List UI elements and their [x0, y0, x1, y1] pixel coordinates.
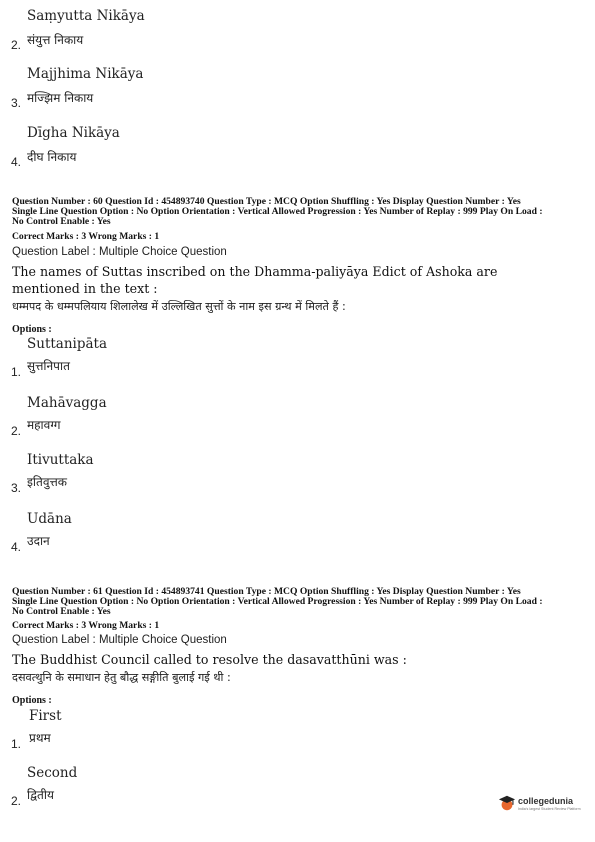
option-english: Suttanipāta [27, 336, 108, 352]
option-english: Dīgha Nikāya [27, 125, 120, 141]
option-number: 3. [11, 481, 22, 495]
option-hindi: महावग्ग [27, 418, 61, 432]
question-text-hindi: दसवत्थुनि के समाधान हेतु बौद्ध सङ्गीति बुलाई गई थी : [12, 671, 231, 684]
question-meta-line: No Control Enable : Yes [12, 606, 111, 617]
option-number: 1. [11, 737, 22, 751]
question-label: Question Label : Multiple Choice Question [12, 246, 227, 258]
option-hindi: द्वितीय [27, 788, 54, 802]
options-heading: Options : [12, 695, 52, 706]
option-number: 1. [11, 365, 22, 379]
logo-tagline: India's largest Student Review Platform [518, 807, 581, 811]
question-meta-line: Single Line Question Option : No Option Orientation : Vertical Allowed Progression : Yes Number of Replay : 999 Play On Load : [12, 206, 543, 217]
option-english: Saṃyutta Nikāya [27, 8, 145, 24]
question-text-english: The names of Suttas inscribed on the Dhamma-paliyāya Edict of Ashoka are mentioned in the text : [12, 264, 498, 296]
option-number: 4. [11, 540, 22, 554]
option-hindi: दीघ निकाय [27, 150, 77, 164]
question-meta-line: Question Number : 60 Question Id : 454893740 Question Type : MCQ Option Shuffling : Yes Display Question Number : Yes [12, 196, 521, 207]
option-number: 2. [11, 794, 22, 808]
option-english: Second [27, 765, 78, 781]
question-text-hindi: धम्मपद के धम्मपलियाय शिलालेख में उल्लिखित सुत्तों के नाम इस ग्रन्थ में मिलते हैं : [12, 300, 346, 313]
option-hindi: मज्झिम निकाय [27, 91, 94, 105]
question-text-english: The Buddhist Council called to resolve the dasavatthūni was : [12, 652, 407, 667]
option-hindi: सुत्तनिपात [27, 359, 70, 373]
option-number: 2. [11, 424, 22, 438]
collegedunia-logo [498, 792, 590, 818]
options-heading: Options : [12, 324, 52, 335]
question-meta-line: No Control Enable : Yes [12, 216, 111, 227]
question-label: Question Label : Multiple Choice Question [12, 634, 227, 646]
question-meta-line: Question Number : 61 Question Id : 454893741 Question Type : MCQ Option Shuffling : Yes Display Question Number : Yes [12, 586, 521, 597]
option-english: First [29, 708, 62, 724]
option-hindi: उदान [27, 534, 50, 548]
question-marks: Correct Marks : 3 Wrong Marks : 1 [12, 620, 160, 631]
question-meta-line: Single Line Question Option : No Option Orientation : Vertical Allowed Progression : Yes Number of Replay : 999 Play On Load : [12, 596, 543, 607]
option-number: 2. [11, 38, 22, 52]
question-marks: Correct Marks : 3 Wrong Marks : 1 [12, 231, 160, 242]
option-english: Majjhima Nikāya [27, 66, 144, 82]
option-english: Udāna [27, 511, 72, 527]
logo-wordmark: collegedunia [518, 796, 574, 806]
option-number: 3. [11, 96, 22, 110]
option-english: Mahāvagga [27, 395, 107, 411]
option-hindi: प्रथम [29, 731, 51, 745]
option-english: Itivuttaka [27, 452, 94, 468]
option-hindi: संयुत्त निकाय [27, 33, 84, 47]
graduation-cap-icon [498, 794, 516, 812]
option-number: 4. [11, 155, 22, 169]
option-hindi: इतिवुत्तक [27, 475, 68, 489]
